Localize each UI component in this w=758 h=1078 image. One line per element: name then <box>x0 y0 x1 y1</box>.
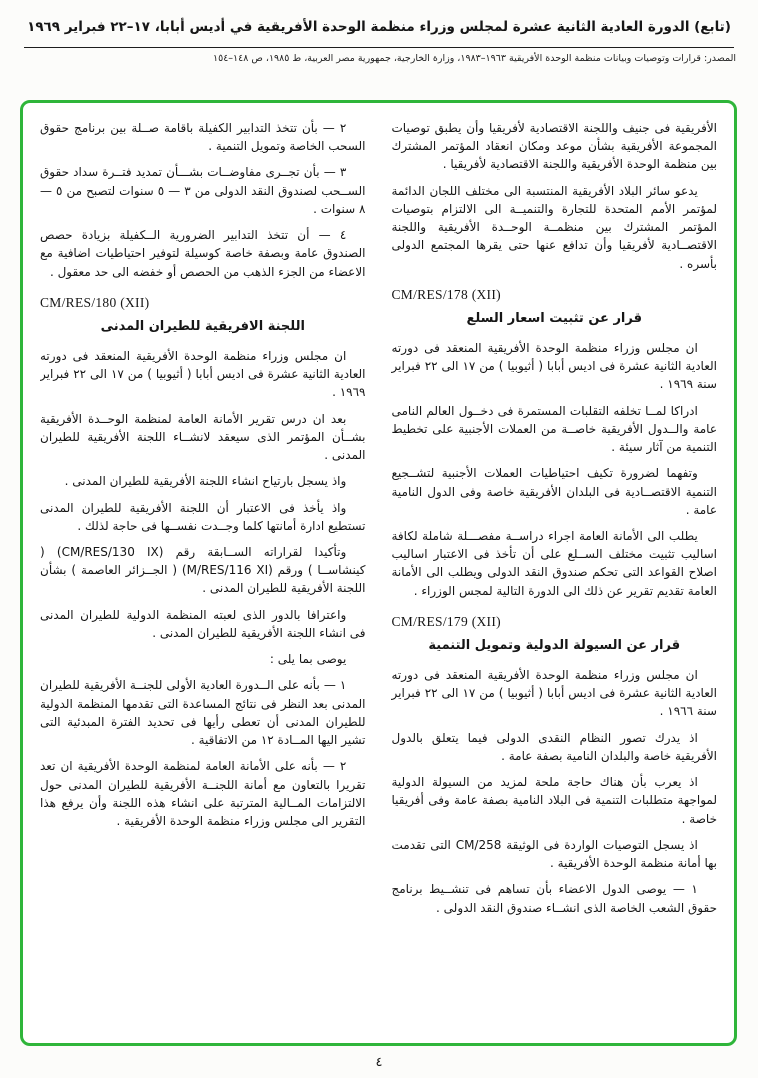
resolution-title: قرار عن السيولة الدولية وتمويل التنمية <box>428 637 681 653</box>
paragraph: ١ — يوصى الدول الاعضاء بأن تساهم فى تنشــيط برنامج حقوق الشعب الخاصة الذى انشــاء صندوق النقد الدولى . <box>391 882 717 915</box>
paragraph: يطلب الى الأمانة العامة اجراء دراســة مفصـــلة شاملة لكافة اساليب تثبيت مختلف الســلع على أن تأخذ فى الاعتبار اساليب اصلاح القواعد التى تحكم صندوق النقد الدولى ويطلب الى الأمانة العامة تقديم تقرير عن ذلك الى الدورة التالية لمجس الوزراء . <box>391 528 717 598</box>
paragraph: وتأكيدا لقراراته الســابقة رقم (CM/RES/130 IX) ( كينشاســا ) ورقم (M/RES/116 XI) ( الجــزائر العاصمة ) بشأن اللجنة الأفريقية للطيران المدنى . <box>40 544 366 596</box>
paragraph: ادراكا لمــا تخلفه التقلبات المستمرة فى دخــول العالم النامى عامة والــدول الأفريقية خاصــة من العملات الأجنبية على تخطيط التنمية من آثار سيئة . <box>391 403 717 455</box>
resolution-title: اللجنة الافريقية للطيران المدنى <box>100 318 305 334</box>
columns <box>40 119 717 1027</box>
paragraph: بعد ان درس تقرير الأمانة العامة لمنظمة الوحــدة الأفريقية بشــأن المؤتمر الذى سيعقد لانشــاء اللجنة الأفريقية للطيران المدنى . <box>40 411 366 463</box>
resolution-code: CM/RES/178 (XII) <box>391 286 501 302</box>
paragraph: اذ يعرب بأن هناك حاجة ملحة لمزيد من السيولة الدولية لمواجهة متطلبات التنمية فى البلاد النامية بصفة عامة وفى أفريقيا خاصة . <box>391 775 717 826</box>
header-divider <box>24 47 734 48</box>
paragraph: ٢ — بأن تتخذ التدابير الكفيلة باقامة صــلة بين برنامج حقوق السحب الخاصة وتمويل التنمية . <box>40 121 366 154</box>
paragraph: ٢ — بأنه على الأمانة العامة لمنظمة الوحدة الأفريقية ان تعد تقريرا بالتعاون مع أمانة اللجنــة الأفريقية للطيران المدنى حول الالتزامات المــالية المترتبة على انشاء هذه اللجنة وأن يرفع هذا التقرير الى مجلس وزراء منظمة الوحدة الأفريقية . <box>40 759 366 829</box>
paragraph: ١ — بأنه على الــدورة العادية الأولى للجنــة الأفريقية للطيران المدنى بعد النظر فى نتائج المساعدة التى تقدمها المنظمة الدولية للطيران المدنى أن تعطى رأيها فى تحديد الفترة المبدئية التى تشير اليها المــادة ١٢ من الاتفاقية . <box>40 678 366 748</box>
paragraph: ان مجلس وزراء منظمة الوحدة الأفريقية المنعقد فى دورته العادية الثانية عشرة فى اديس أبابا ( أثيوبيا ) من ١٧ الى ٢٢ فبراير ١٩٦٩ . <box>40 348 366 400</box>
paragraph: الأفريقية فى جنيف واللجنة الاقتصادية لأفريقيا وأن يطبق توصيات المجموعة الأفريقية بشأن موعد ومكان انعقاد المؤتمر المشترك بين منظمة الوحدة الأفريقية واللجنة الاقتصادية لأفريقيا . <box>391 121 717 172</box>
paragraph: وتفهما لضرورة تكيف احتياطيات العملات الأجنبية لتشــجيع التنمية الاقتصــادية فى البلدان الأفريقية خاصة وفى الدول النامية عامة . <box>391 466 717 517</box>
resolution-code: CM/RES/179 (XII) <box>391 613 501 629</box>
paragraph: واذ يأخذ فى الاعتبار أن اللجنة الأفريقية للطيران المدنى تستطيع ادارة أمانتها كلما وجــدت نفســها فى حاجة لذلك . <box>40 500 366 533</box>
paragraph: يدعو سائر البلاد الأفريقية المنتسبة الى مختلف اللجان الدائمة لمؤتمر الأمم المتحدة للتجارة والتنميــة الى الالتزام بتوصيات المؤتمر المشترك بين منظمــة الوحــدة الأفريقية واللجنة الاقتصــادية لأفريقيا وأن تدافع عنها حتى يقرها المجتمع الدولى بأسره . <box>391 183 717 271</box>
content-frame <box>20 100 737 1046</box>
paragraph: ٣ — بأن تجــرى مفاوضــات بشـــأن تمديد فتــرة سداد حقوق الســحب لصندوق النقد الدولى من ٣ — ٥ سنوات لتصبح من ٥ — ٨ سنوات . <box>40 165 366 216</box>
document-title: (تابع) الدورة العادية الثانية عشرة لمجلس وزراء منظمة الوحدة الأفريقية في أديس أبابا، ١٧–٢٢ فبراير ١٩٦٩ <box>27 19 731 35</box>
paragraph: ان مجلس وزراء منظمة الوحدة الأفريقية المنعقد فى دورته العادية الثانية عشرة فى اديس أبابا ( أثيوبيا ) من ١٧ الى ٢٢ فبراير سنة ١٩٦٩ . <box>391 340 717 392</box>
page-header <box>0 0 758 64</box>
column-right <box>392 119 718 1027</box>
paragraph: واذ يسجل بارتياح انشاء اللجنة الأفريقية للطيران المدنى . <box>64 474 347 489</box>
paragraph: اذ يسجل التوصيات الواردة فى الوثيقة CM/258 التى تقدمت بها أمانة منظمة الوحدة الأفريقية . <box>391 837 717 871</box>
paragraph: واعترافا بالدور الذى لعبته المنظمة الدولية للطيران المدنى فى انشاء اللجنة الأفريقية للطيران المدنى . <box>40 607 366 640</box>
paragraph: يوصى بما يلى : <box>269 652 347 667</box>
resolution-title: قرار عن تثبيت اسعار السلع <box>466 310 642 326</box>
resolution-code: CM/RES/180 (XII) <box>40 294 150 310</box>
column-left <box>40 119 366 1027</box>
paragraph: ان مجلس وزراء منظمة الوحدة الأفريقية المنعقد فى دورته العادية الثانية عشرة فى اديس أبابا ( أثيوبيا ) من ١٧ الى ٢٢ فبراير سنة ١٩٦٦ . <box>391 667 717 719</box>
page-number: ٤ <box>375 1055 383 1070</box>
document-source: المصدر: قرارات وتوصيات وبيانات منظمة الوحدة الأفريقية ١٩٦٣–١٩٨٣، وزارة الخارجية، جمهورية مصر العربية، ط ١٩٨٥، ص ١٤٨–١٥٤ <box>212 52 736 64</box>
paragraph: اذ يدرك تصور النظام النقدى الدولى فيما يتعلق بالدول الأفريقية خاصة والبلدان النامية بصفة عامة . <box>391 730 717 763</box>
paragraph: ٤ — أن تتخذ التدابير الضرورية الــكفيلة بزيادة حصص الصندوق عامة وبصفة خاصة كوسيلة لتوفير احتياطيات اضافية مع الاعضاء من الجزء الذهب من الحصص أو خفضه الى حد معقول . <box>40 228 366 279</box>
